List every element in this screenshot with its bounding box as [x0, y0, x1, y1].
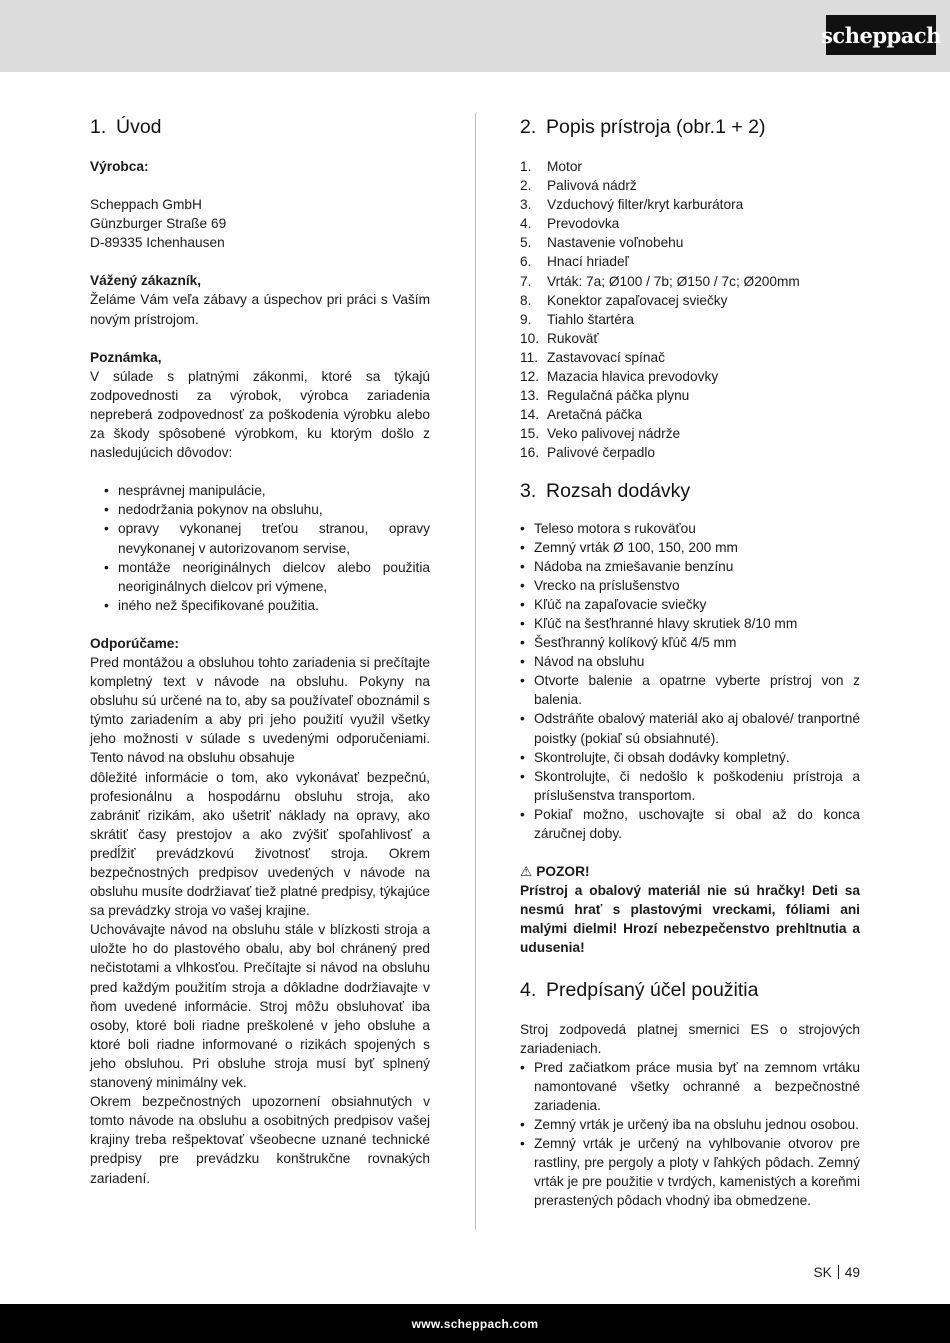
list-item: • Zemný vrták je určený na vyhlbovanie otvorov pre rastliny, pre pergoly a ploty v ľahkých pôdach. Zemný vrták je pre použitie v tvrdých, kamenistých a koreňmi prerastených pôdach vhodný iba obmedzene. [520, 1134, 860, 1210]
list-item: • montáže neoriginálnych dielcov alebo použitia neoriginálnych dielcov pri výmene, [90, 558, 430, 596]
liability-list [90, 481, 430, 615]
list-item: 16. Palivové čerpadlo [520, 445, 656, 461]
list-item: 9. Tiahlo štartéra [520, 311, 634, 327]
recommend-paragraph: Uchovávajte návod na obsluhu stále v blízkosti stroja a uložte ho do plastového obalu, aby bol chránený pred nečistotami a vlhkosťou. Prečítajte si návod na obsluhu pred každým použitím stroja a dôkladne dodržiavajte v ňom uvedené informácie. Stroj môžu obsluhovať iba osoby, ktoré boli riadne preškolené v jeho obsluhe a ktoré boli riadne informované o rizikách spojených s jeho obsluhou. Pri obsluhe stroja musí byť splnený stanovený minimálny vek. [90, 922, 430, 1091]
delivery-list [520, 519, 860, 844]
column-divider [475, 113, 476, 1230]
page-footer [0, 1304, 950, 1343]
list-item: • opravy vykonanej treťou stranou, opravy nevykonanej v autorizovanom servise, [90, 519, 430, 557]
warning-title: ⚠ POZOR! [520, 862, 860, 881]
warning-triangle-icon: ⚠ [520, 864, 533, 880]
section-2-heading: 2. Popis prístroja (obr.1 + 2) [520, 116, 766, 138]
address-line: Günzburger Straße 69 [90, 216, 227, 232]
recommend-label: Odporúčame: [90, 635, 179, 651]
recommend-paragraph: Okrem bezpečnostných upozornení obsiahnutých v tomto návode na obsluhu a osobitných predpisov vašej krajiny treba rešpektovať všeobecne uznané technické predpisy pre prevádzku konštrukčne rovnakých zariadení. [90, 1094, 430, 1186]
list-item: • Kľúč na zapaľovacie sviečky [520, 595, 860, 614]
list-item: • Pokiaľ možno, uschovajte si obal až do konca záručnej doby. [520, 805, 860, 843]
list-item: 5. Nastavenie voľnobehu [520, 235, 684, 251]
page-number-value: 49 [844, 1265, 860, 1280]
list-item: 6. Hnací hriadeľ [520, 254, 629, 270]
recommend-paragraph: Pred montážou a obsluhou tohto zariadenia si prečítajte kompletný text v návode na obsluhu. Pokyny na obsluhu sú určené na to, aby sa používateľ oboznámil s týmto zariadením a aby pri jeho použití využil všetky jeho možnosti v súlade s uvedenými odporučeniami. Tento návod na obsluhu obsahuje [90, 654, 430, 766]
note-label: Poznámka, [90, 349, 162, 365]
address-line: D-89335 Ichenhausen [90, 235, 225, 251]
list-item: • Zemný vrták Ø 100, 150, 200 mm [520, 538, 860, 557]
list-item: • Otvorte balenie a opatrne vyberte prístroj von z balenia. [520, 671, 860, 709]
list-item: • iného než špecifikované použitia. [90, 596, 430, 615]
list-item: 13. Regulačná páčka plynu [520, 388, 690, 404]
list-item: • nedodržania pokynov na obsluhu, [90, 500, 430, 519]
page-separator [838, 1265, 839, 1279]
list-item: • Vrecko na príslušenstvo [520, 576, 860, 595]
section-3-heading: 3. Rozsah dodávky [520, 479, 691, 502]
list-item: • Zemný vrták je určený iba na obsluhu jednou osobou. [520, 1115, 860, 1134]
language-code: SK [813, 1265, 832, 1280]
list-item: 4. Prevodovka [520, 216, 620, 232]
warning-text: Prístroj a obalový materiál nie sú hračky! Deti sa nesmú hrať s plastovými vreckami, fóliami ani malými dielmi! Hrozí nebezpečenstvo prehltnutia a udusenia! [520, 883, 860, 956]
customer-text: Želáme Vám veľa zábavy a úspechov pri práci s Vaším novým prístrojom. [90, 292, 430, 327]
list-item: 12. Mazacia hlavica prevodovky [520, 369, 719, 385]
list-item: 15. Veko palivovej nádrže [520, 426, 681, 442]
list-item: 1. Motor [520, 159, 582, 174]
address-line: Scheppach GmbH [90, 197, 202, 213]
recommend-paragraph: dôležité informácie o tom, ako vykonávať bezpečnú, profesionálnu a hospodárnu obsluhu stroja, ako zabrániť rizikám, ako ušetriť náklady na opravy, ako skrátiť časy prestojov a ako zvýšiť spoľahlivosť a predĺžiť prevádzkovú životnosť stroja. Okrem bezpečnostných predpisov uvedených v návode na obsluhu musíte dodržiavať tiež platné predpisy, týkajúce sa prevádzky stroja vo vašej krajine. [90, 769, 430, 919]
page-number [814, 1265, 861, 1280]
list-item: 14. Aretačná páčka [520, 407, 643, 423]
list-item: 3. Vzduchový filter/kryt karburátora [520, 197, 744, 213]
list-item: • Pred začiatkom práce musia byť na zemnom vrtáku namontované všetky ochranné a bezpečnostné zariadenia. [520, 1058, 860, 1115]
list-item: 2. Palivová nádrž [520, 178, 637, 194]
right-column [520, 115, 860, 1211]
page-header [0, 0, 950, 72]
usage-list [520, 1058, 860, 1211]
list-item: • Teleso motora s rukoväťou [520, 519, 860, 538]
scheppach-logo: scheppach [826, 15, 936, 55]
section-1-heading: 1. Úvod [90, 116, 162, 138]
list-item: 8. Konektor zapaľovacej sviečky [520, 292, 728, 308]
customer-label: Vážený zákazník, [90, 273, 202, 289]
left-column [90, 115, 430, 1188]
list-item: • Nádoba na zmiešavanie benzínu [520, 557, 860, 576]
parts-list [520, 157, 860, 463]
manufacturer-label: Výrobca: [90, 159, 149, 174]
list-item: • Skontrolujte, či obsah dodávky kompletný. [520, 748, 860, 767]
list-item: • nesprávnej manipulácie, [90, 481, 430, 500]
list-item: • Šesťhranný kolíkový kľúč 4/5 mm [520, 633, 860, 652]
list-item: • Kľúč na šesťhranné hlavy skrutiek 8/10 mm [520, 614, 860, 633]
section-4-heading: 4. Predpísaný účel použitia [520, 978, 759, 1001]
note-text: V súlade s platnými zákonmi, ktoré sa týkajú zodpovednosti za výrobok, výrobca zariadenia nepreberá zodpovednosť za poškodenia výrobku alebo za škody spôsobené výrobkom, ku ktorým došlo z nasledujúcich dôvodov: [90, 368, 430, 461]
list-item: 11. Zastavovací spínač [520, 349, 665, 365]
list-item: • Skontrolujte, či nedošlo k poškodeniu prístroja a príslušenstva transportom. [520, 767, 860, 805]
section-4-intro: Stroj zodpovedá platnej smernici ES o strojových zariadeniach. [520, 1021, 860, 1056]
footer-url[interactable]: www.scheppach.com [411, 1316, 539, 1331]
list-item: • Odstráňte obalový materiál ako aj obalové/ tranportné poistky (pokiaľ sú obsiahnuté). [520, 709, 860, 747]
list-item: • Návod na obsluhu [520, 652, 860, 671]
list-item: 10. Rukoväť [520, 330, 599, 346]
list-item: 7. Vrták: 7a; Ø100 / 7b; Ø150 / 7c; Ø200mm [520, 273, 800, 289]
manufacturer-address [90, 195, 430, 252]
